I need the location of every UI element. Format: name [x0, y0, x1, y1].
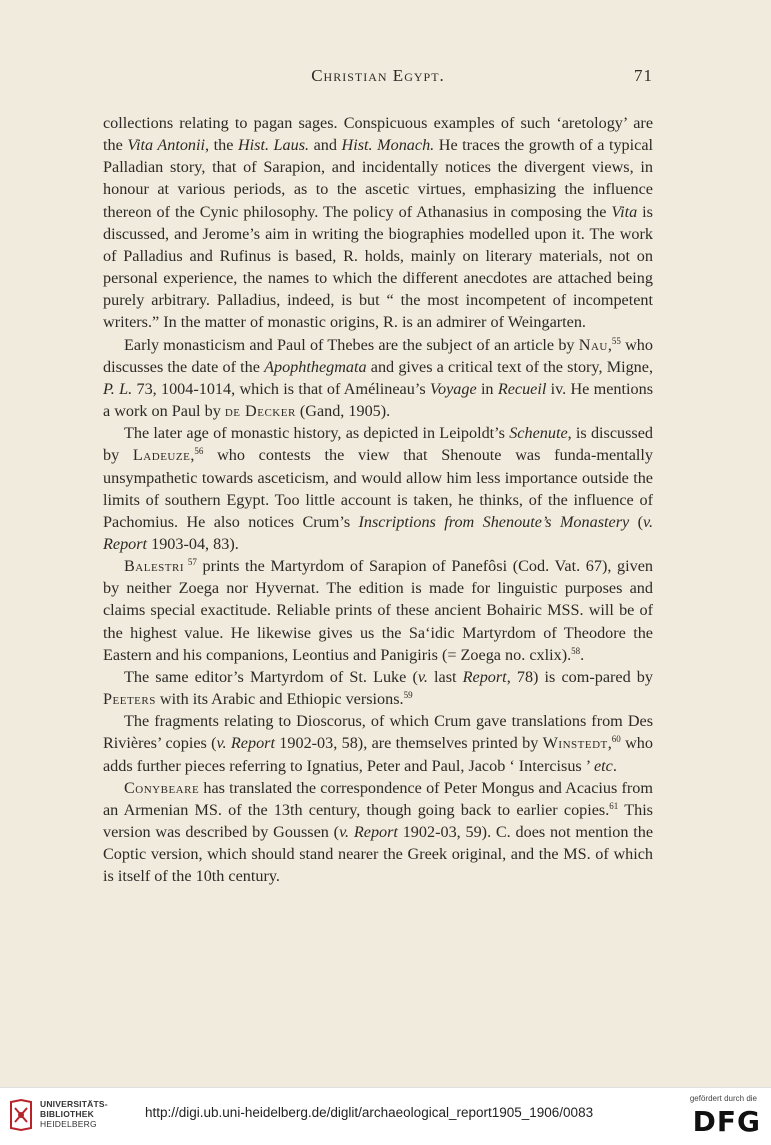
- library-name-line2: BIBLIOTHEK: [40, 1109, 94, 1119]
- dfg-logo[interactable]: [671, 1094, 761, 1140]
- paragraph-1: collections relating to pagan sages. Conspicuous examples of such ‘aretology’ are the Vita Antonii, the Hist. Laus. and Hist. Monach. He traces the growth of a typical Palladian story, that of Sarapion, and incidentally notices the divergent views, in honour at various periods, as to the ascetic virtues, emphasizing the influence thereon of the Cynic philosophy. The policy of Athanasius in composing the Vita is discussed, and Jerome’s aim in writing the biographies modelled upon it. The work of Palladius and Rufinus is based, R. holds, mainly on literary materials, not on personal experience, the names to which the different anecdotes are attached being purely arbitrary. Palladius, indeed, is but “ the most incompetent of incompetent writers.” In the matter of monastic origins, R. is an admirer of Weingarten.: [103, 114, 654, 332]
- paragraph-6: The fragments relating to Dioscorus, of which Crum gave translations from Des Rivières’ copies (v. Report 1902-03, 58), are themselves printed by Winstedt,$^{60}$ who adds further pieces referring to Ignatius, Peter and Paul, Jacob ‘ Intercisus ’ etc.: [103, 712, 653, 775]
- paragraph-4: Balestri $^{57}$ prints the Martyrdom of Sarapion of Panefôsi (Cod. Vat. 67), given by neither Zoega nor Hyvernat. The edition is made for linguistic purposes and claims special exactitude. Reliable prints of these ancient Bohairic MSS. will be of the highest value. He likewise gives us the Sa‘idic Martyrdom of Theodore the Eastern and his companions, Leontius and Panigiris (= Zoega no. cxlix).$^{58}$.: [103, 557, 653, 664]
- library-emblem-icon: [8, 1098, 34, 1132]
- running-header: [103, 66, 653, 96]
- paragraph-7: Conybeare has translated the correspondence of Peter Mongus and Acacius from an Armenian MS. of the 13th century, though going back to earlier copies.$^{61}$ This version was described by Goussen (v. Report 1902-03, 59). C. does not mention the Coptic version, which should stand nearer the Greek original, and the MS. of which is itself of the 10th century.: [103, 778, 654, 886]
- paragraph-5: The same editor’s Martyrdom of St. Luke (v. last Report, 78) is com-pared by Peeters with its Arabic and Ethiopic versions.$^{59}$: [103, 667, 653, 709]
- dfg-logo-text: DFG: [692, 1105, 761, 1138]
- paragraph-2: Early monasticism and Paul of Thebes are the subject of an article by Nau,$^{55}$ who discusses the date of the Apophthegmata and gives a critical text of the story, Migne, P. L. 73, 1004-1014, which is that of Amélineau’s Voyage in Recueil iv. He mentions a work on Paul by de Decker (Gand, 1905).: [103, 335, 654, 421]
- permalink-url[interactable]: http://digi.ub.uni-heidelberg.de/diglit/archaeological_report1905_1906/0083: [145, 1105, 594, 1120]
- running-title: Christian Egypt.: [311, 66, 445, 85]
- library-name-line1: UNIVERSITÄTS-: [40, 1099, 108, 1109]
- funding-note: gefördert durch die: [689, 1094, 757, 1103]
- paragraph-3: The later age of monastic history, as depicted in Leipoldt’s Schenute, is discussed by Ladeuze,$^{56}$ who contests the view that Shenoute was funda-mentally unsympathetic towards asceticism, and would allow him less importance outside the limits of southern Egypt. Too little account is taken, he thinks, of the influence of Pachomius. He also notices Crum’s Inscriptions from Shenoute’s Monastery (v. Report 1903-04, 83).: [103, 424, 654, 553]
- library-name-line3: HEIDELBERG: [40, 1119, 97, 1129]
- page-number: 71: [634, 66, 653, 85]
- viewer-footer: [0, 1087, 771, 1145]
- university-library-logo[interactable]: [8, 1098, 128, 1138]
- body-text: [103, 112, 653, 887]
